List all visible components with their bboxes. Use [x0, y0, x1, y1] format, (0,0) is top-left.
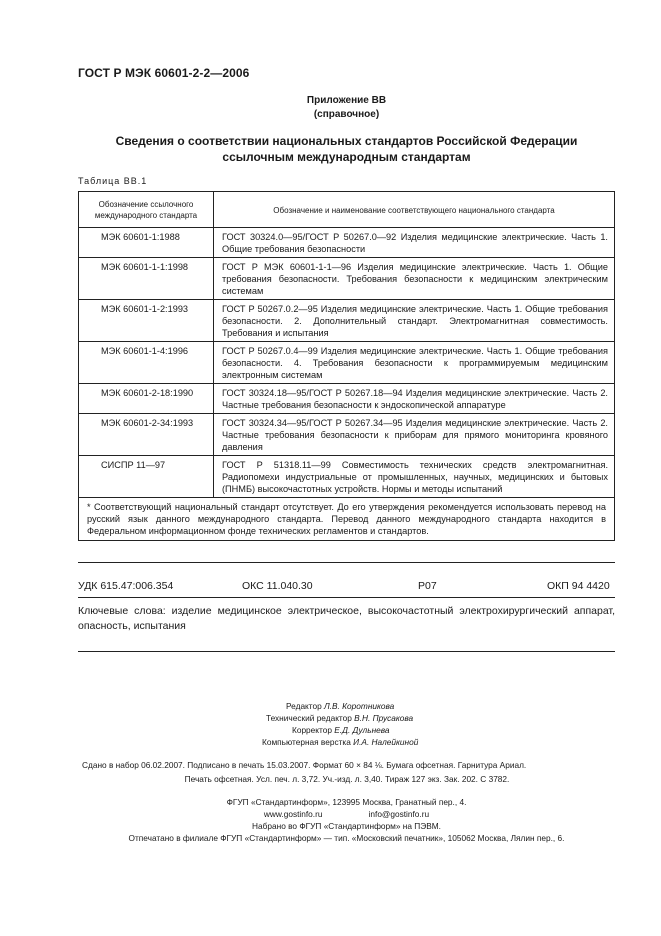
header-reference-standard: Обозначение ссылочного международного стандарта — [79, 192, 214, 228]
reference-standard-cell: СИСПР 11—97 — [79, 456, 214, 498]
publisher-line-2: www.gostinfo.ru info@gostinfo.ru — [263, 809, 430, 819]
credit-name: Л.В. Коротникова — [324, 701, 395, 711]
table-row — [79, 300, 615, 342]
table-footnote: * Соответствующий национальный стандарт отсутствует. До его утверждения рекомендуется использовать перевод на русский язык данного международного стандарта. Перевод данного международного стандарта находится в Федеральном информационном фонде технических регламентов и стандартов. — [79, 498, 615, 541]
divider-top — [78, 562, 615, 563]
credit-layout — [262, 736, 418, 748]
credit-role: Редактор — [286, 701, 322, 711]
table-row — [79, 384, 615, 414]
table-row — [79, 456, 615, 498]
credit-name: В.Н. Прусакова — [354, 713, 414, 723]
publisher-line-4: Отпечатано в филиале ФГУП «Стандартинформ» — тип. «Московский печатник», 105062 Москва, Лялин пер., 6. — [128, 833, 565, 843]
section-title-line-2: ссылочным международным стандартам — [222, 150, 471, 164]
okp-code: ОКП 94 4420 — [547, 580, 610, 592]
reference-standard-cell: МЭК 60601-1-4:1996 — [79, 342, 214, 384]
keywords: Ключевые слова: изделие медицинское электрическое, высокочастотный электрохирургический аппарат, опасность, испытания — [78, 605, 615, 632]
reference-standard-cell: МЭК 60601-1-2:1993 — [79, 300, 214, 342]
publisher-line-1: ФГУП «Стандартинформ», 123995 Москва, Гранатный пер., 4. — [226, 797, 467, 807]
credit-editor — [262, 700, 418, 712]
table-note-row — [79, 498, 615, 541]
reference-standard-cell: МЭК 60601-2-18:1990 — [79, 384, 214, 414]
credit-proofreader — [262, 724, 418, 736]
appendix-subtitle: (справочное) — [313, 109, 380, 120]
table-caption: Таблица ВВ.1 — [78, 176, 148, 186]
table-row — [79, 342, 615, 384]
credit-role: Компьютерная верстка — [262, 737, 351, 747]
national-standard-cell: ГОСТ Р МЭК 60601-1-1—96 Изделия медицинские электрические. Часть 1. Общие требования безопасности. Требования безопасности к медицинским электрическим системам — [214, 258, 615, 300]
publisher-line-3: Набрано во ФГУП «Стандартинформ» на ПЭВМ. — [252, 821, 441, 831]
publisher-info — [78, 796, 615, 844]
document-code: ГОСТ Р МЭК 60601-2-2—2006 — [78, 66, 250, 80]
section-title — [78, 133, 615, 165]
national-standard-cell: ГОСТ Р 50267.0.2—95 Изделия медицинские электрические. Часть 1. Общие требования безопасности. 2. Дополнительный стандарт. Электромагнитная совместимость. Требования и испытания — [214, 300, 615, 342]
table-header-row — [79, 192, 615, 228]
oks-code: ОКС 11.040.30 — [242, 580, 313, 592]
table-row — [79, 258, 615, 300]
print-info-line-1: Сдано в набор 06.02.2007. Подписано в печать 15.03.2007. Формат 60 × 84 ⅛. Бумага офсетная. Гарнитура Ариал. — [82, 760, 527, 770]
national-standard-cell: ГОСТ 30324.0—95/ГОСТ Р 50267.0—92 Изделия медицинские электрические. Часть 1. Общие требования безопасности — [214, 228, 615, 258]
header-national-standard: Обозначение и наименование соответствующего национального стандарта — [214, 192, 615, 228]
national-standard-cell: ГОСТ Р 51318.11—99 Совместимость технических средств электромагнитная. Радиопомехи индустриальные от промышленных, научных, медицинских и бытовых (ПНМБ) высокочастотных устройств. Нормы и методы испытаний — [214, 456, 615, 498]
editorial-credits — [262, 700, 418, 748]
credit-name: Е.Д. Дульнева — [334, 725, 390, 735]
reference-standard-cell: МЭК 60601-2-34:1993 — [79, 414, 214, 456]
reference-standard-cell: МЭК 60601-1:1988 — [79, 228, 214, 258]
credit-role: Корректор — [292, 725, 332, 735]
p-code: Р07 — [418, 580, 437, 592]
section-title-line-1: Сведения о соответствии национальных стандартов Российской Федерации — [115, 134, 578, 148]
credit-tech-editor — [262, 712, 418, 724]
credit-name: И.А. Налейкиной — [353, 737, 419, 747]
table-row — [79, 228, 615, 258]
divider-bottom — [78, 651, 615, 652]
reference-standard-cell: МЭК 60601-1-1:1998 — [79, 258, 214, 300]
table-row — [79, 414, 615, 456]
national-standard-cell: ГОСТ 30324.34—95/ГОСТ Р 50267.34—95 Изделия медицинские электрические. Часть 2. Частные требования безопасности к приборам для прямого мониторинга кровяного давления — [214, 414, 615, 456]
correspondence-table — [78, 191, 615, 541]
print-info-line-2: Печать офсетная. Усл. печ. л. 3,72. Уч.-изд. л. 3,40. Тираж 127 экз. Зак. 202. С 3782. — [184, 774, 510, 784]
divider-middle — [78, 597, 615, 598]
credit-role: Технический редактор — [266, 713, 352, 723]
national-standard-cell: ГОСТ 30324.18—95/ГОСТ Р 50267.18—94 Изделия медицинские электрические. Часть 2. Частные требования безопасности к эндоскопической аппаратуре — [214, 384, 615, 414]
national-standard-cell: ГОСТ Р 50267.0.4—99 Изделия медицинские электрические. Часть 1. Общие требования безопасности. 4. Требования безопасности к программируемым медицинским электронным системам — [214, 342, 615, 384]
udk-code: УДК 615.47:006.354 — [78, 580, 174, 592]
appendix-title: Приложение ВВ — [306, 95, 387, 106]
